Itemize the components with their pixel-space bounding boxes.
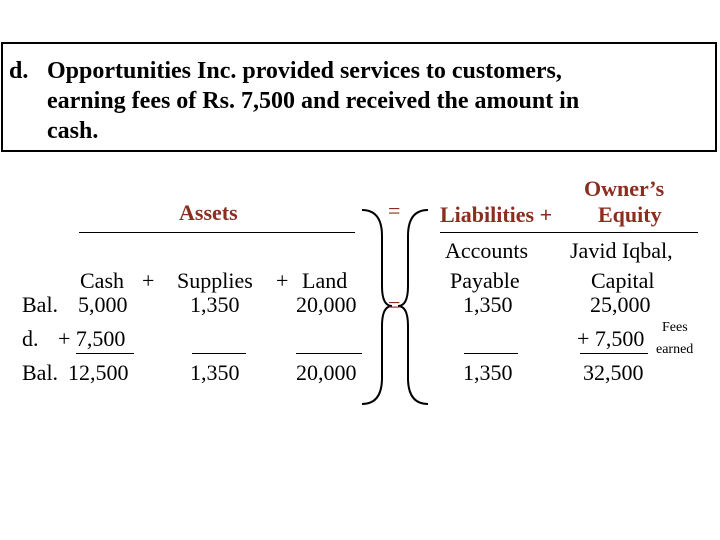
assets-header: Assets xyxy=(179,200,238,225)
problem-box xyxy=(1,42,717,152)
capital-label: Capital xyxy=(591,268,655,293)
land-underline xyxy=(296,353,362,354)
cash-label: Cash xyxy=(80,268,124,293)
claims-rule xyxy=(440,232,698,233)
row2-capital: + 7,500 xyxy=(577,326,645,351)
row1-cash: 5,000 xyxy=(78,292,128,317)
row3-cash: 12,500 xyxy=(68,360,129,385)
note-line2: earned xyxy=(656,342,694,357)
assets-rule xyxy=(79,232,355,233)
problem-line-3: cash. xyxy=(47,118,99,144)
row1-label: Bal. xyxy=(22,292,59,317)
problem-line-1: Opportunities Inc. provided services to customers, xyxy=(47,58,562,84)
equals-header: = xyxy=(388,198,401,223)
problem-line-2: earning fees of Rs. 7,500 and received the amount in xyxy=(47,88,580,114)
cash-underline xyxy=(76,353,134,354)
owners-header-line2: Equity xyxy=(598,202,662,227)
row1-equals: = xyxy=(388,292,401,317)
liabilities-header: Liabilities + xyxy=(440,202,553,227)
payable-label: Payable xyxy=(450,268,520,293)
accounts-label: Accounts xyxy=(445,238,529,263)
row2-label: d. xyxy=(22,326,39,351)
row3-land: 20,000 xyxy=(296,360,357,385)
row1-ap: 1,350 xyxy=(463,292,513,317)
owners-header-line1: Owner’s xyxy=(584,176,665,201)
row3-label: Bal. xyxy=(22,360,59,385)
row1-capital: 25,000 xyxy=(590,292,651,317)
left-brace xyxy=(398,210,428,404)
supplies-label: Supplies xyxy=(177,268,253,293)
note-line1: Fees xyxy=(662,320,688,335)
row3-supplies: 1,350 xyxy=(190,360,240,385)
plus-label-1: + xyxy=(142,268,155,293)
problem-statement xyxy=(9,56,689,146)
ap-underline xyxy=(464,353,518,354)
row3-capital: 32,500 xyxy=(583,360,644,385)
row2-cash: + 7,500 xyxy=(58,326,126,351)
row1-land: 20,000 xyxy=(296,292,357,317)
supplies-underline xyxy=(192,353,246,354)
javid-label: Javid Iqbal, xyxy=(570,238,673,263)
row3-ap: 1,350 xyxy=(463,360,513,385)
row1-supplies: 1,350 xyxy=(190,292,240,317)
plus-label-2: + xyxy=(276,268,289,293)
problem-letter: d. xyxy=(9,58,29,84)
capital-underline xyxy=(580,353,648,354)
land-label: Land xyxy=(302,268,348,293)
